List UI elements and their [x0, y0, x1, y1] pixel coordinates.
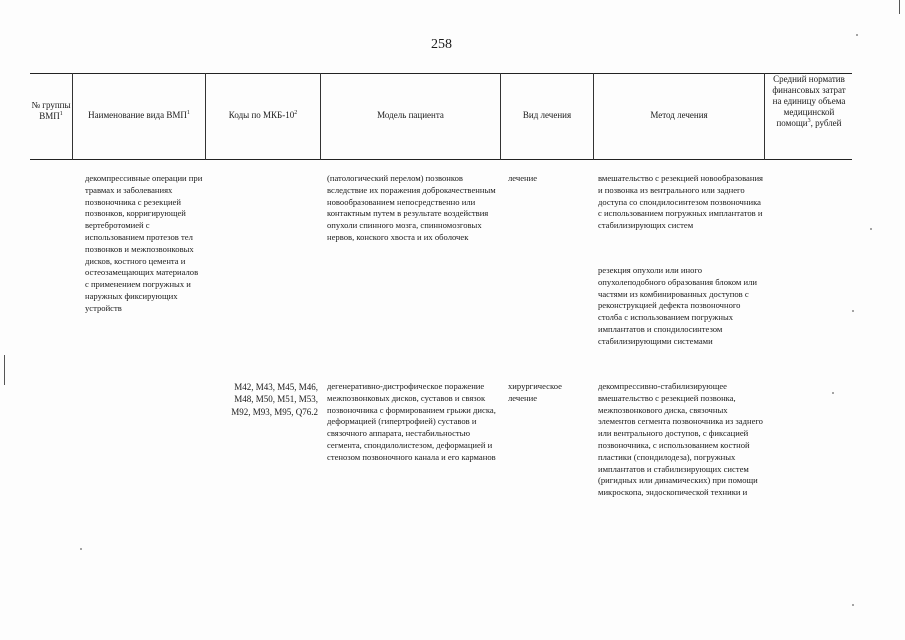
row1-patient-model: (патологический перелом) позвонков вследствие их поражения доброкачественным новообразованием непосредственно или контактным путем в результате воздействия опухоли спинного мозга, спинномозговых нервов, конского хвоста и их оболочек — [327, 173, 496, 242]
row2-icd-codes: M42, M43, M45, M46, M48, M50, M51, M53, M92, M93, M95, Q76.2 — [231, 382, 318, 417]
page-number: 258 — [431, 37, 452, 52]
header-treatment-method: Метод лечения — [650, 110, 708, 120]
header-group-number: № группы ВМП$^1$ — [31, 100, 71, 121]
scan-speck — [852, 604, 854, 606]
scan-speck — [80, 548, 82, 550]
column-divider — [72, 73, 73, 160]
scan-mark — [4, 355, 5, 385]
header-average-cost: Средний норматив финансовых затрат на единицу объема медицинской помощи$^3$, рублей — [772, 74, 846, 128]
header-vmp-name: Наименование вида ВМП$^1$ — [88, 110, 190, 120]
row2-patient-model: дегенеративно-дистрофическое поражение межпозвонковых дисков, суставов и связок позвоночника с формированием грыжи диска, деформацией (гипертрофией) суставов и связочного аппарата, нестабильностью сегмента, спондилолистезом, деформацией и стенозом позвоночного канала и его карманов — [327, 381, 496, 462]
row1-treatment-type: лечение — [508, 173, 538, 183]
table-top-border — [30, 73, 852, 74]
scan-speck — [852, 310, 854, 312]
column-divider — [764, 73, 765, 160]
scan-speck — [832, 392, 834, 394]
table-header-bottom-border — [30, 159, 852, 160]
scan-mark — [899, 0, 900, 14]
column-divider — [500, 73, 501, 160]
scan-speck — [870, 228, 872, 230]
header-patient-model: Модель пациента — [377, 110, 444, 120]
header-treatment-type: Вид лечения — [522, 110, 572, 120]
column-divider — [593, 73, 594, 160]
row1-method-1: вмешательство с резекцией новообразования и позвонка из вентрального или заднего доступа со спондилосинтезом позвоночника с использованием погружных имплантатов и стабилизирующих систем — [598, 173, 764, 231]
column-divider — [320, 73, 321, 160]
header-icd-codes: Коды по МКБ-$10^2$ — [228, 110, 298, 120]
row1-method-2: резекция опухоли или иного опухолеподобного образования блоком или частями из комбинированных доступов с реконструкцией дефекта позвоночного столба с использованием погружных имплантатов и спондилосинтезом стабилизирующими системами — [598, 265, 757, 346]
row2-treatment-type: хирургическое лечение — [508, 381, 562, 403]
row1-vmp-name: декомпрессивные операции при травмах и заболеваниях позвоночника с резекцией позвонков, корригирующей вертебротомией с использованием протезов тел позвонков и межпозвонковых дисков, костного цемента и остеозамещающих материалов с применением погружных и наружных фиксирующих устройств — [85, 173, 203, 313]
row2-method: декомпрессивно-стабилизирующее вмешательство с резекцией позвонка, межпозвонкового диска, связочных элементов сегмента позвоночника из заднего или вентрального доступов, с фиксацией позвоночника, с использованием костной пластики (спондилодеза), погружных имплантатов и стабилизирующих систем (ригидных или динамических) при помощи микроскопа, эндоскопической техники и — [598, 381, 763, 498]
scan-speck — [856, 34, 858, 36]
column-divider — [205, 73, 206, 160]
